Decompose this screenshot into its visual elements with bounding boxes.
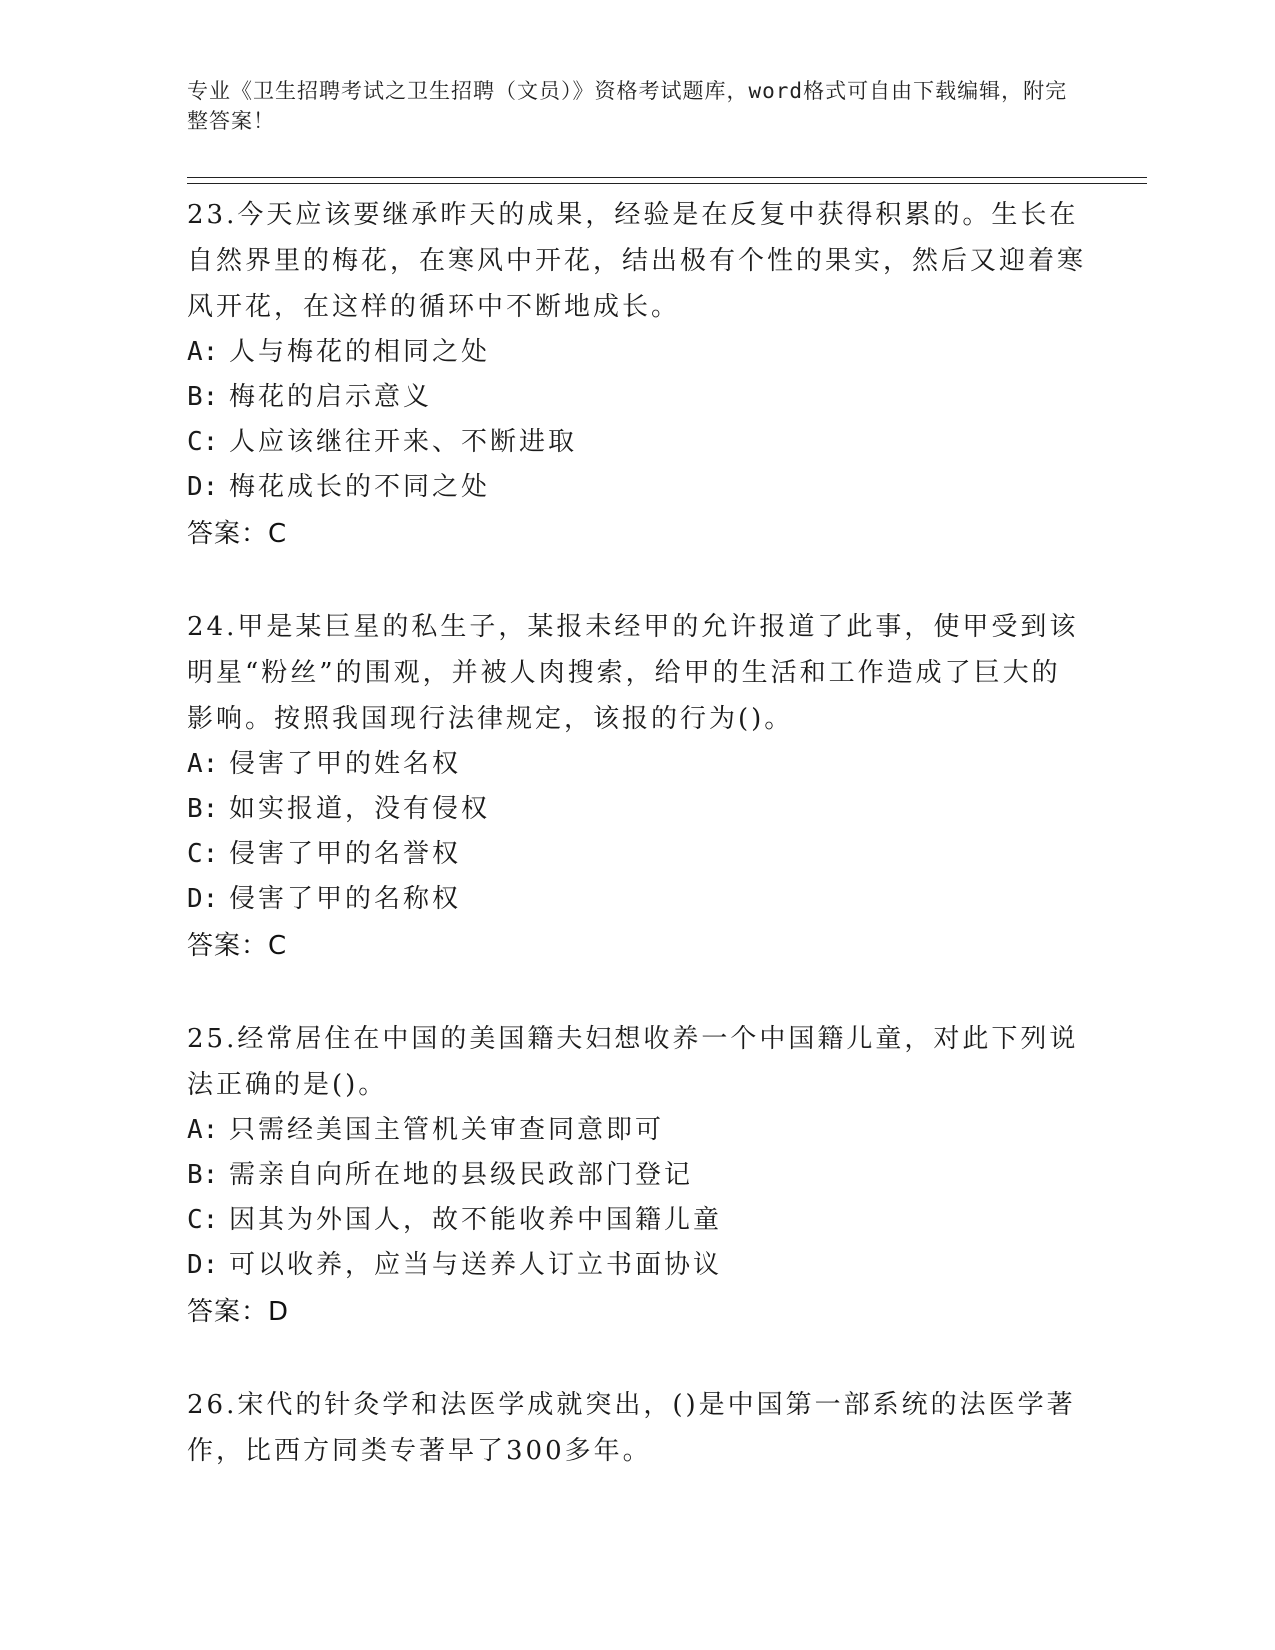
option-text: 侵害了甲的名誉权 <box>229 839 462 869</box>
option-d <box>187 465 1087 510</box>
answer-value: C <box>268 519 287 549</box>
question-stem: 23.今天应该要继承昨天的成果，经验是在反复中获得积累的。生长在自然界里的梅花，在寒风中开花，结出极有个性的果实，然后又迎着寒风开花，在这样的循环中不断地成长。 <box>187 200 1087 322</box>
option-b <box>187 787 1087 832</box>
document-header: 专业《卫生招聘考试之卫生招聘（文员）》资格考试题库，word格式可自由下载编辑，附完整答案！ <box>187 79 1068 133</box>
option-letter: A: <box>187 1115 219 1145</box>
header-divider-top <box>187 177 1147 178</box>
option-letter: A: <box>187 337 219 367</box>
question-list <box>187 192 1087 1520</box>
answer-value: D <box>268 1297 289 1327</box>
option-letter: D: <box>187 884 219 914</box>
option-text: 如实报道，没有侵权 <box>229 794 491 824</box>
answer-label: 答案： <box>187 519 269 549</box>
option-letter: C: <box>187 427 219 457</box>
question-23 <box>187 192 1087 558</box>
option-text: 人应该继往开来、不断进取 <box>229 427 578 457</box>
option-a <box>187 330 1087 375</box>
option-text: 可以收养，应当与送养人订立书面协议 <box>229 1250 723 1280</box>
option-a <box>187 1108 1087 1153</box>
option-c <box>187 832 1087 877</box>
option-letter: C: <box>187 839 219 869</box>
option-c <box>187 1198 1087 1243</box>
option-text: 侵害了甲的名称权 <box>229 884 462 914</box>
answer-line <box>187 922 1087 970</box>
option-b <box>187 375 1087 420</box>
option-letter: D: <box>187 472 219 502</box>
option-c <box>187 420 1087 465</box>
question-stem: 26.宋代的针灸学和法医学成就突出，()是中国第一部系统的法医学著作，比西方同类专著早了300多年。 <box>187 1390 1076 1466</box>
answer-line <box>187 510 1087 558</box>
option-letter: B: <box>187 1160 219 1190</box>
option-d <box>187 877 1087 922</box>
option-a <box>187 742 1087 787</box>
question-25 <box>187 1016 1087 1336</box>
option-text: 只需经美国主管机关审查同意即可 <box>229 1115 665 1145</box>
question-stem: 24.甲是某巨星的私生子，某报未经甲的允许报道了此事，使甲受到该明星“粉丝”的围观，并被人肉搜索，给甲的生活和工作造成了巨大的影响。按照我国现行法律规定，该报的行为()。 <box>187 612 1079 734</box>
option-d <box>187 1243 1087 1288</box>
answer-value: C <box>268 931 287 961</box>
option-text: 梅花成长的不同之处 <box>229 472 491 502</box>
option-text: 因其为外国人，故不能收养中国籍儿童 <box>229 1205 723 1235</box>
question-stem: 25.经常居住在中国的美国籍夫妇想收养一个中国籍儿童，对此下列说法正确的是()。 <box>187 1024 1079 1100</box>
option-b <box>187 1153 1087 1198</box>
question-26 <box>187 1382 1087 1474</box>
answer-label: 答案： <box>187 1297 269 1327</box>
option-letter: D: <box>187 1250 219 1280</box>
option-letter: A: <box>187 749 219 779</box>
option-letter: B: <box>187 382 219 412</box>
header-divider-bottom <box>187 183 1147 184</box>
question-24 <box>187 604 1087 970</box>
option-text: 人与梅花的相同之处 <box>229 337 491 367</box>
answer-line <box>187 1288 1087 1336</box>
answer-label: 答案： <box>187 931 269 961</box>
option-letter: C: <box>187 1205 219 1235</box>
option-text: 梅花的启示意义 <box>229 382 433 412</box>
option-letter: B: <box>187 794 219 824</box>
option-text: 侵害了甲的姓名权 <box>229 749 462 779</box>
option-text: 需亲自向所在地的县级民政部门登记 <box>229 1160 694 1190</box>
